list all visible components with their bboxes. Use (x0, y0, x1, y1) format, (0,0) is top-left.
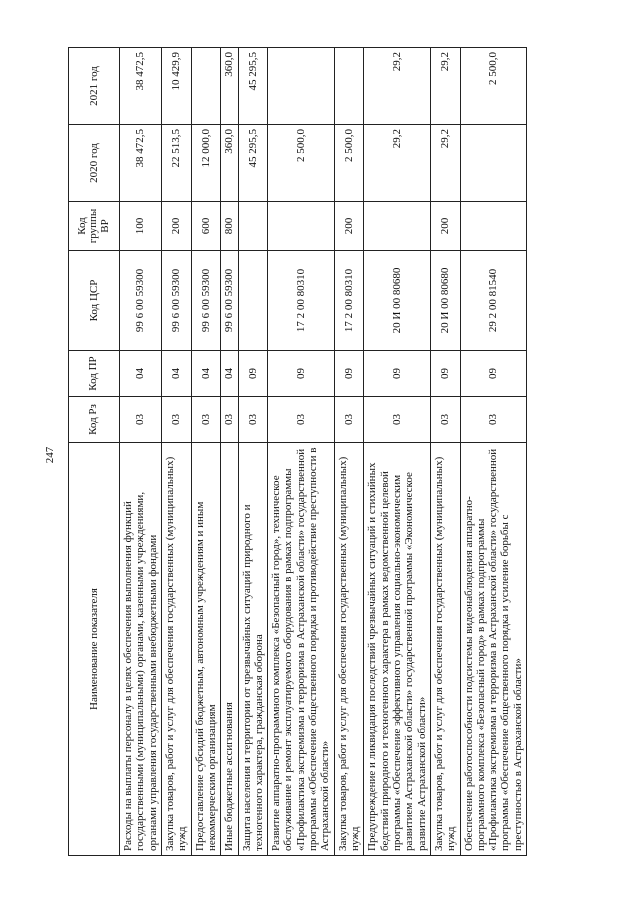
row-csr: 17 2 00 80310 (334, 251, 364, 351)
row-csr: 99 6 00 59300 (221, 251, 238, 351)
row-csr (238, 251, 268, 351)
row-pr: 09 (460, 351, 527, 397)
row-pr: 04 (191, 351, 221, 397)
table-row (161, 48, 191, 856)
row-name: Закупка товаров, работ и услуг для обеспечения государственных (муниципальных) нужд (334, 443, 364, 856)
row-2021 (191, 48, 221, 125)
row-vr (268, 202, 335, 251)
row-name: Расходы на выплаты персоналу в целях обеспечения выполнения функций государственными (муниципальными) органами, казенными учреждениями, органами управления государственными внебюджетными фондами (120, 443, 162, 856)
row-rz: 03 (191, 397, 221, 443)
row-csr: 20 И 00 80680 (364, 251, 431, 351)
row-pr: 04 (161, 351, 191, 397)
row-name: Иные бюджетные ассигнования (221, 443, 238, 856)
row-2021: 360,0 (221, 48, 238, 125)
row-pr: 09 (268, 351, 335, 397)
row-csr: 99 6 00 59300 (191, 251, 221, 351)
row-2020: 29,2 (430, 125, 460, 202)
header-2020: 2020 год (69, 125, 120, 202)
row-2020 (460, 125, 527, 202)
row-pr: 09 (334, 351, 364, 397)
row-name: Развитие аппаратно-программного комплекса «Безопасный город», техническое обслуживание и ремонт эксплуатируемого оборудования в рамках подпрограммы «Профилактика экстремизма и терроризма в Астраханской области» государственной программы «Обеспечение общественного порядка и противодействие преступности в Астраханской области» (268, 443, 335, 856)
row-2021: 38 472,5 (120, 48, 162, 125)
row-csr: 17 2 00 80310 (268, 251, 335, 351)
row-rz: 03 (268, 397, 335, 443)
row-pr: 04 (120, 351, 162, 397)
row-vr (364, 202, 431, 251)
row-name: Защита населения и территории от чрезвычайных ситуаций природного и техногенного характера, гражданская оборона (238, 443, 268, 856)
row-2021 (268, 48, 335, 125)
row-2021: 29,2 (430, 48, 460, 125)
row-rz: 03 (364, 397, 431, 443)
row-name: Предупреждение и ликвидация последствий чрезвычайных ситуаций и стихийных бедствий природного и техногенного характера в рамках ведомственной целевой программы «Обеспечение эффективного управления социально-экономическим развитием Астраханской области» государственной программы «Экономическое развитие Астраханской области» (364, 443, 431, 856)
header-vr: Код группы ВР (69, 202, 120, 251)
row-rz: 03 (161, 397, 191, 443)
row-2021: 45 295,5 (238, 48, 268, 125)
row-2020: 38 472,5 (120, 125, 162, 202)
table-row (191, 48, 221, 856)
row-2021: 29,2 (364, 48, 431, 125)
row-2020: 360,0 (221, 125, 238, 202)
row-rz: 03 (221, 397, 238, 443)
table-row (364, 48, 431, 856)
row-2020: 2 500,0 (268, 125, 335, 202)
page-number: 247 (44, 446, 56, 464)
row-vr (460, 202, 527, 251)
row-rz: 03 (120, 397, 162, 443)
row-2021: 2 500,0 (460, 48, 527, 125)
row-name: Закупка товаров, работ и услуг для обеспечения государственных (муниципальных) нужд (161, 443, 191, 856)
budget-table (68, 47, 527, 856)
row-name: Закупка товаров, работ и услуг для обеспечения государственных (муниципальных) нужд (430, 443, 460, 856)
header-name: Наименование показателя (69, 443, 120, 856)
row-csr: 29 2 00 81540 (460, 251, 527, 351)
table-row (221, 48, 238, 856)
row-name: Предоставление субсидий бюджетным, автономным учреждениям и иным некоммерческим организациям (191, 443, 221, 856)
table-row (238, 48, 268, 856)
row-2021 (334, 48, 364, 125)
row-csr: 99 6 00 59300 (120, 251, 162, 351)
header-2021: 2021 год (69, 48, 120, 125)
row-pr: 09 (364, 351, 431, 397)
row-rz: 03 (238, 397, 268, 443)
header-row (69, 48, 120, 856)
row-2020: 29,2 (364, 125, 431, 202)
row-pr: 09 (430, 351, 460, 397)
row-2020: 45 295,5 (238, 125, 268, 202)
table-row (334, 48, 364, 856)
header-rz: Код Рз (69, 397, 120, 443)
table-row (460, 48, 527, 856)
row-2020: 12 000,0 (191, 125, 221, 202)
row-name: Обеспечение работоспособности подсистемы видеонаблюдения аппаратно-программного комплекса «Безопасный город» в рамках подпрограммы «Профилактика экстремизма и терроризма в Астраханской области» государственной программы «Обеспечение общественного порядка и усиление борьбы с преступностью в Астраханской области» (460, 443, 527, 856)
row-vr: 600 (191, 202, 221, 251)
header-pr: Код ПР (69, 351, 120, 397)
row-2021: 10 429,9 (161, 48, 191, 125)
row-rz: 03 (460, 397, 527, 443)
row-csr: 20 И 00 80680 (430, 251, 460, 351)
row-vr: 100 (120, 202, 162, 251)
row-csr: 99 6 00 59300 (161, 251, 191, 351)
row-vr (238, 202, 268, 251)
row-2020: 2 500,0 (334, 125, 364, 202)
rotated-table-container (68, 48, 628, 856)
row-vr: 200 (161, 202, 191, 251)
row-vr: 200 (334, 202, 364, 251)
table-row (430, 48, 460, 856)
table-row (120, 48, 162, 856)
row-vr: 200 (430, 202, 460, 251)
row-rz: 03 (334, 397, 364, 443)
row-pr: 04 (221, 351, 238, 397)
header-csr: Код ЦСР (69, 251, 120, 351)
row-pr: 09 (238, 351, 268, 397)
table-row (268, 48, 335, 856)
row-rz: 03 (430, 397, 460, 443)
row-2020: 22 513,5 (161, 125, 191, 202)
row-vr: 800 (221, 202, 238, 251)
